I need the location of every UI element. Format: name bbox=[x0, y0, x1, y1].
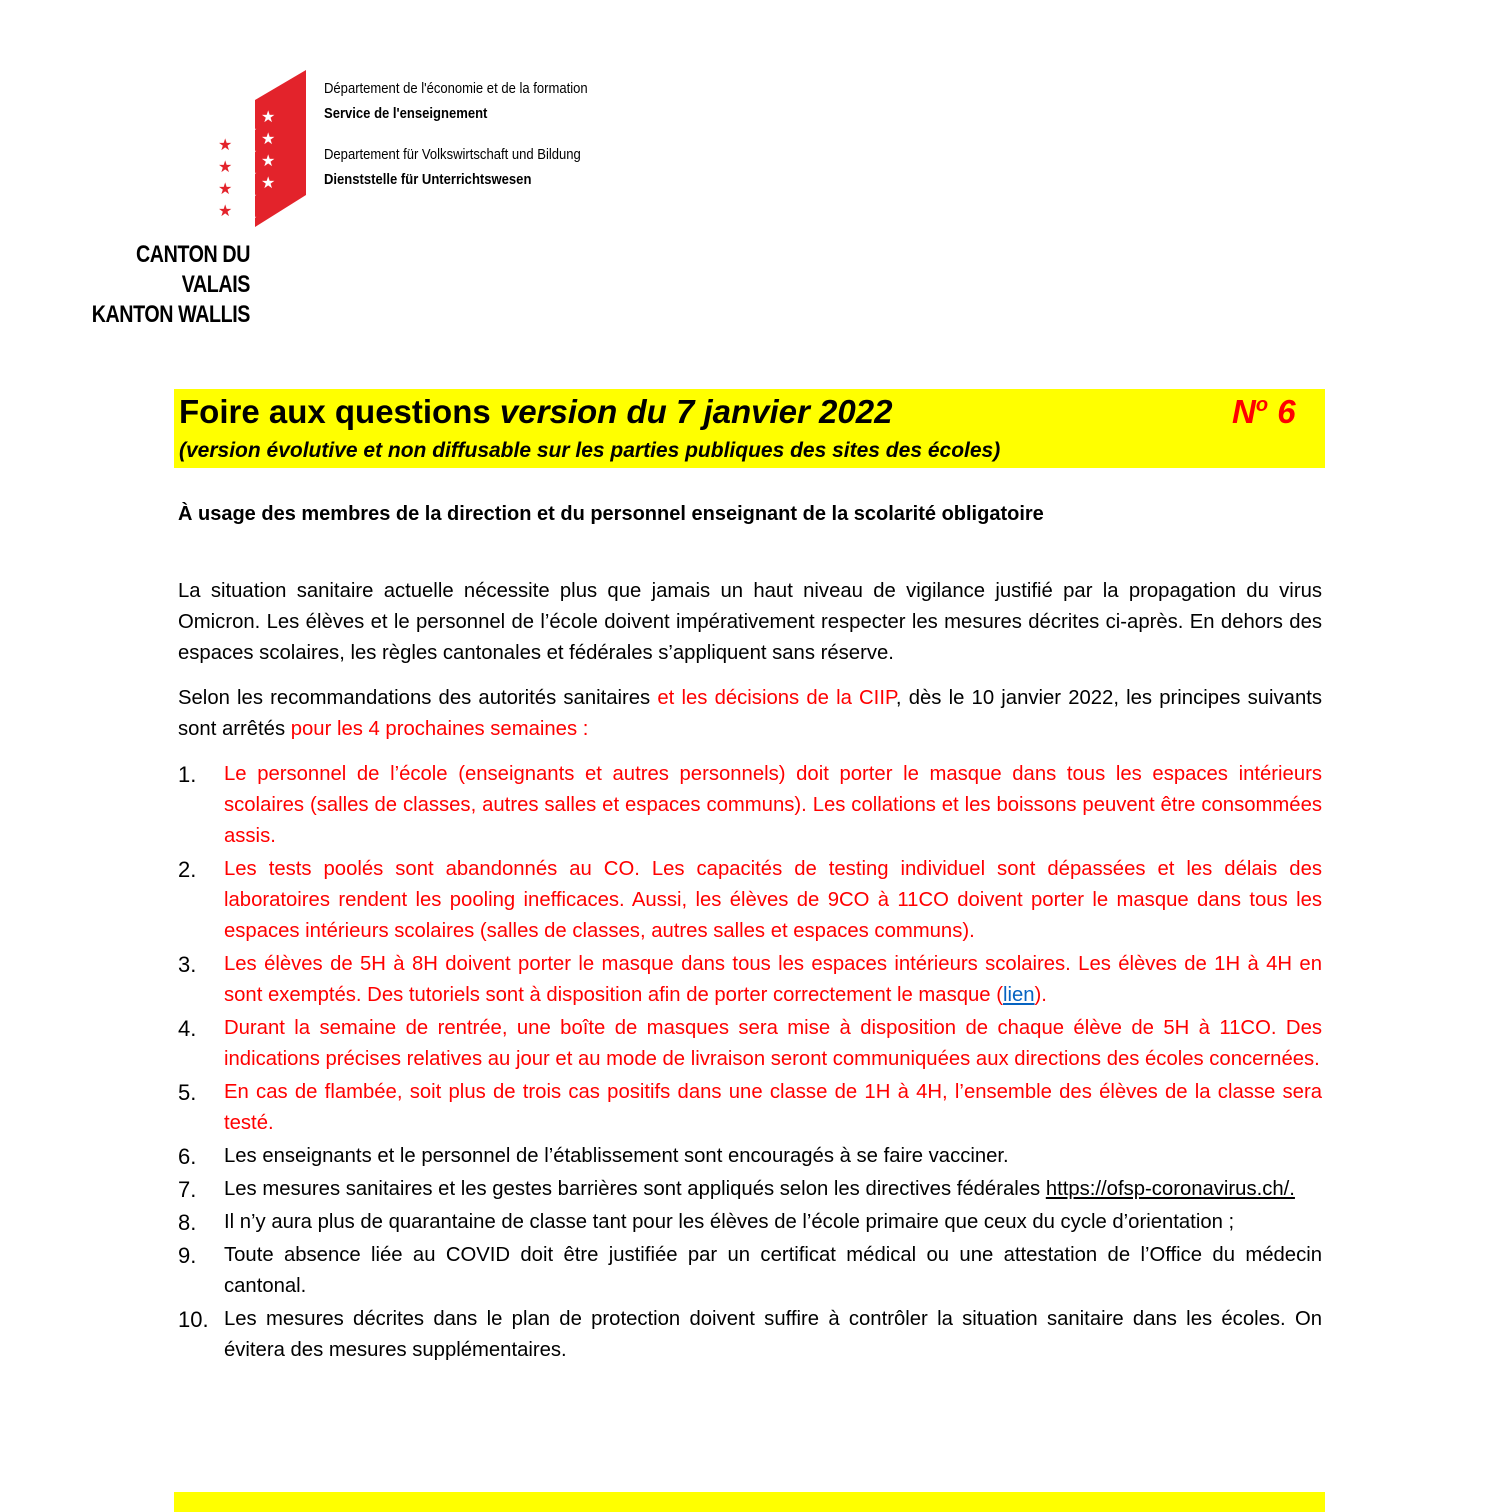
dept-fr: Département de l'économie et de la formation bbox=[324, 81, 588, 97]
list-item: 6. Les enseignants et le personnel de l’établissement sont encouragés à se faire vacciner. bbox=[178, 1144, 1009, 1169]
svg-text:★: ★ bbox=[261, 173, 276, 192]
next-section-banner bbox=[174, 1492, 1325, 1512]
svg-text:★: ★ bbox=[243, 143, 258, 162]
audience-heading: À usage des membres de la direction et du personnel enseignant de la scolarité obligatoire bbox=[178, 503, 1044, 525]
measures-list bbox=[178, 759, 1322, 1366]
canton-de: KANTON WALLIS bbox=[91, 301, 250, 328]
list-item: 4. Durant la semaine de rentrée, une boîte de masques sera mise à disposition de chaque élève de 5H à 11CO. Des indications précises relatives au jour et au mode de livraison seront communiquées aux directions des écoles concernées. bbox=[178, 1016, 1322, 1070]
tutorial-link[interactable]: lien bbox=[1002, 984, 1035, 1006]
canton-fr: CANTON DU VALAIS bbox=[135, 241, 250, 298]
svg-text:★: ★ bbox=[218, 157, 233, 176]
document-body bbox=[178, 576, 1322, 1368]
svg-text:★: ★ bbox=[261, 129, 276, 148]
principles-paragraph: Selon les recommandations des autorités sanitaires et les décisions de la CIIP, dès le 10 janvier 2022, les principes suivants sont arrêtés pour les 4 prochaines semaines : bbox=[178, 687, 1323, 740]
svg-text:★: ★ bbox=[243, 209, 258, 228]
service-fr: Service de l'enseignement bbox=[324, 106, 488, 122]
issue-number: $N^o$ 6 bbox=[1232, 393, 1296, 430]
list-item: 1. Le personnel de l’école (enseignants et autres personnels) doit porter le masque dans tous les espaces intérieurs scolaires (salles de classes, autres salles et espaces communs). Les collations et les boissons peuvent être consommées assis. bbox=[178, 762, 1322, 847]
svg-text:★: ★ bbox=[261, 151, 276, 170]
department-header bbox=[324, 77, 588, 193]
list-item: 5. En cas de flambée, soit plus de trois cas positifs dans une classe de 1H à 4H, l’ensemble des élèves de la classe sera testé. bbox=[178, 1080, 1322, 1134]
list-item: 8. Il n’y aura plus de quarantaine de classe tant pour les élèves de l’école primaire que ceux du cycle d’orientation ; bbox=[178, 1210, 1235, 1235]
svg-text:★: ★ bbox=[261, 107, 276, 126]
svg-text:★: ★ bbox=[243, 187, 258, 206]
svg-text:★: ★ bbox=[218, 135, 233, 154]
svg-text:★: ★ bbox=[218, 201, 233, 220]
dept-de: Departement für Volkswirtschaft und Bildung bbox=[324, 147, 581, 163]
list-item: 7. Les mesures sanitaires et les gestes barrières sont appliqués selon les directives fédérales https://ofsp-coronavirus.ch/. bbox=[178, 1177, 1295, 1202]
list-item: 2. Les tests poolés sont abandonnés au CO. Les capacités de testing individuel sont dépassées et les délais des laboratoires rendent les pooling inefficaces. Aussi, les élèves de 9CO à 11CO doivent porter le masque dans tous les espaces intérieurs scolaires (salles de classes, autres salles et espaces communs). bbox=[178, 857, 1322, 942]
title-banner bbox=[174, 389, 1325, 468]
service-de: Dienststelle für Unterrichtswesen bbox=[324, 172, 532, 188]
svg-text:★: ★ bbox=[243, 165, 258, 184]
list-item: 10. Les mesures décrites dans le plan de protection doivent suffire à contrôler la situation sanitaire dans les écoles. On évitera des mesures supplémentaires. bbox=[178, 1307, 1322, 1361]
svg-text:★: ★ bbox=[243, 121, 258, 140]
svg-text:★: ★ bbox=[218, 179, 233, 198]
ofsp-link[interactable]: https://ofsp-coronavirus.ch/. bbox=[1045, 1178, 1295, 1200]
canton-valais-coat-of-arms-logo bbox=[215, 70, 315, 230]
list-item: 9. Toute absence liée au COVID doit être justifiée par un certificat médical ou une attestation de l’Office du médecin cantonal. bbox=[178, 1243, 1322, 1297]
list-item: 3. Les élèves de 5H à 8H doivent porter le masque dans tous les espaces intérieurs scolaires. Les élèves de 1H à 4H en sont exemptés. Des tutoriels sont à disposition afin de porter correctement le masque (lien). bbox=[178, 952, 1322, 1006]
intro-paragraph: La situation sanitaire actuelle nécessite plus que jamais un haut niveau de vigilance justifié par la propagation du virus Omicron. Les élèves et le personnel de l’école doivent impérativement respecter les mesures décrites ci-après. En dehors des espaces scolaires, les règles cantonales et fédérales s’appliquent sans réserve. bbox=[178, 580, 1322, 664]
page-title: Foire aux questions version du 7 janvier 2022 bbox=[179, 393, 893, 430]
canton-name bbox=[78, 240, 250, 330]
page-subtitle: (version évolutive et non diffusable sur les parties publiques des sites des écoles) bbox=[179, 439, 1001, 462]
